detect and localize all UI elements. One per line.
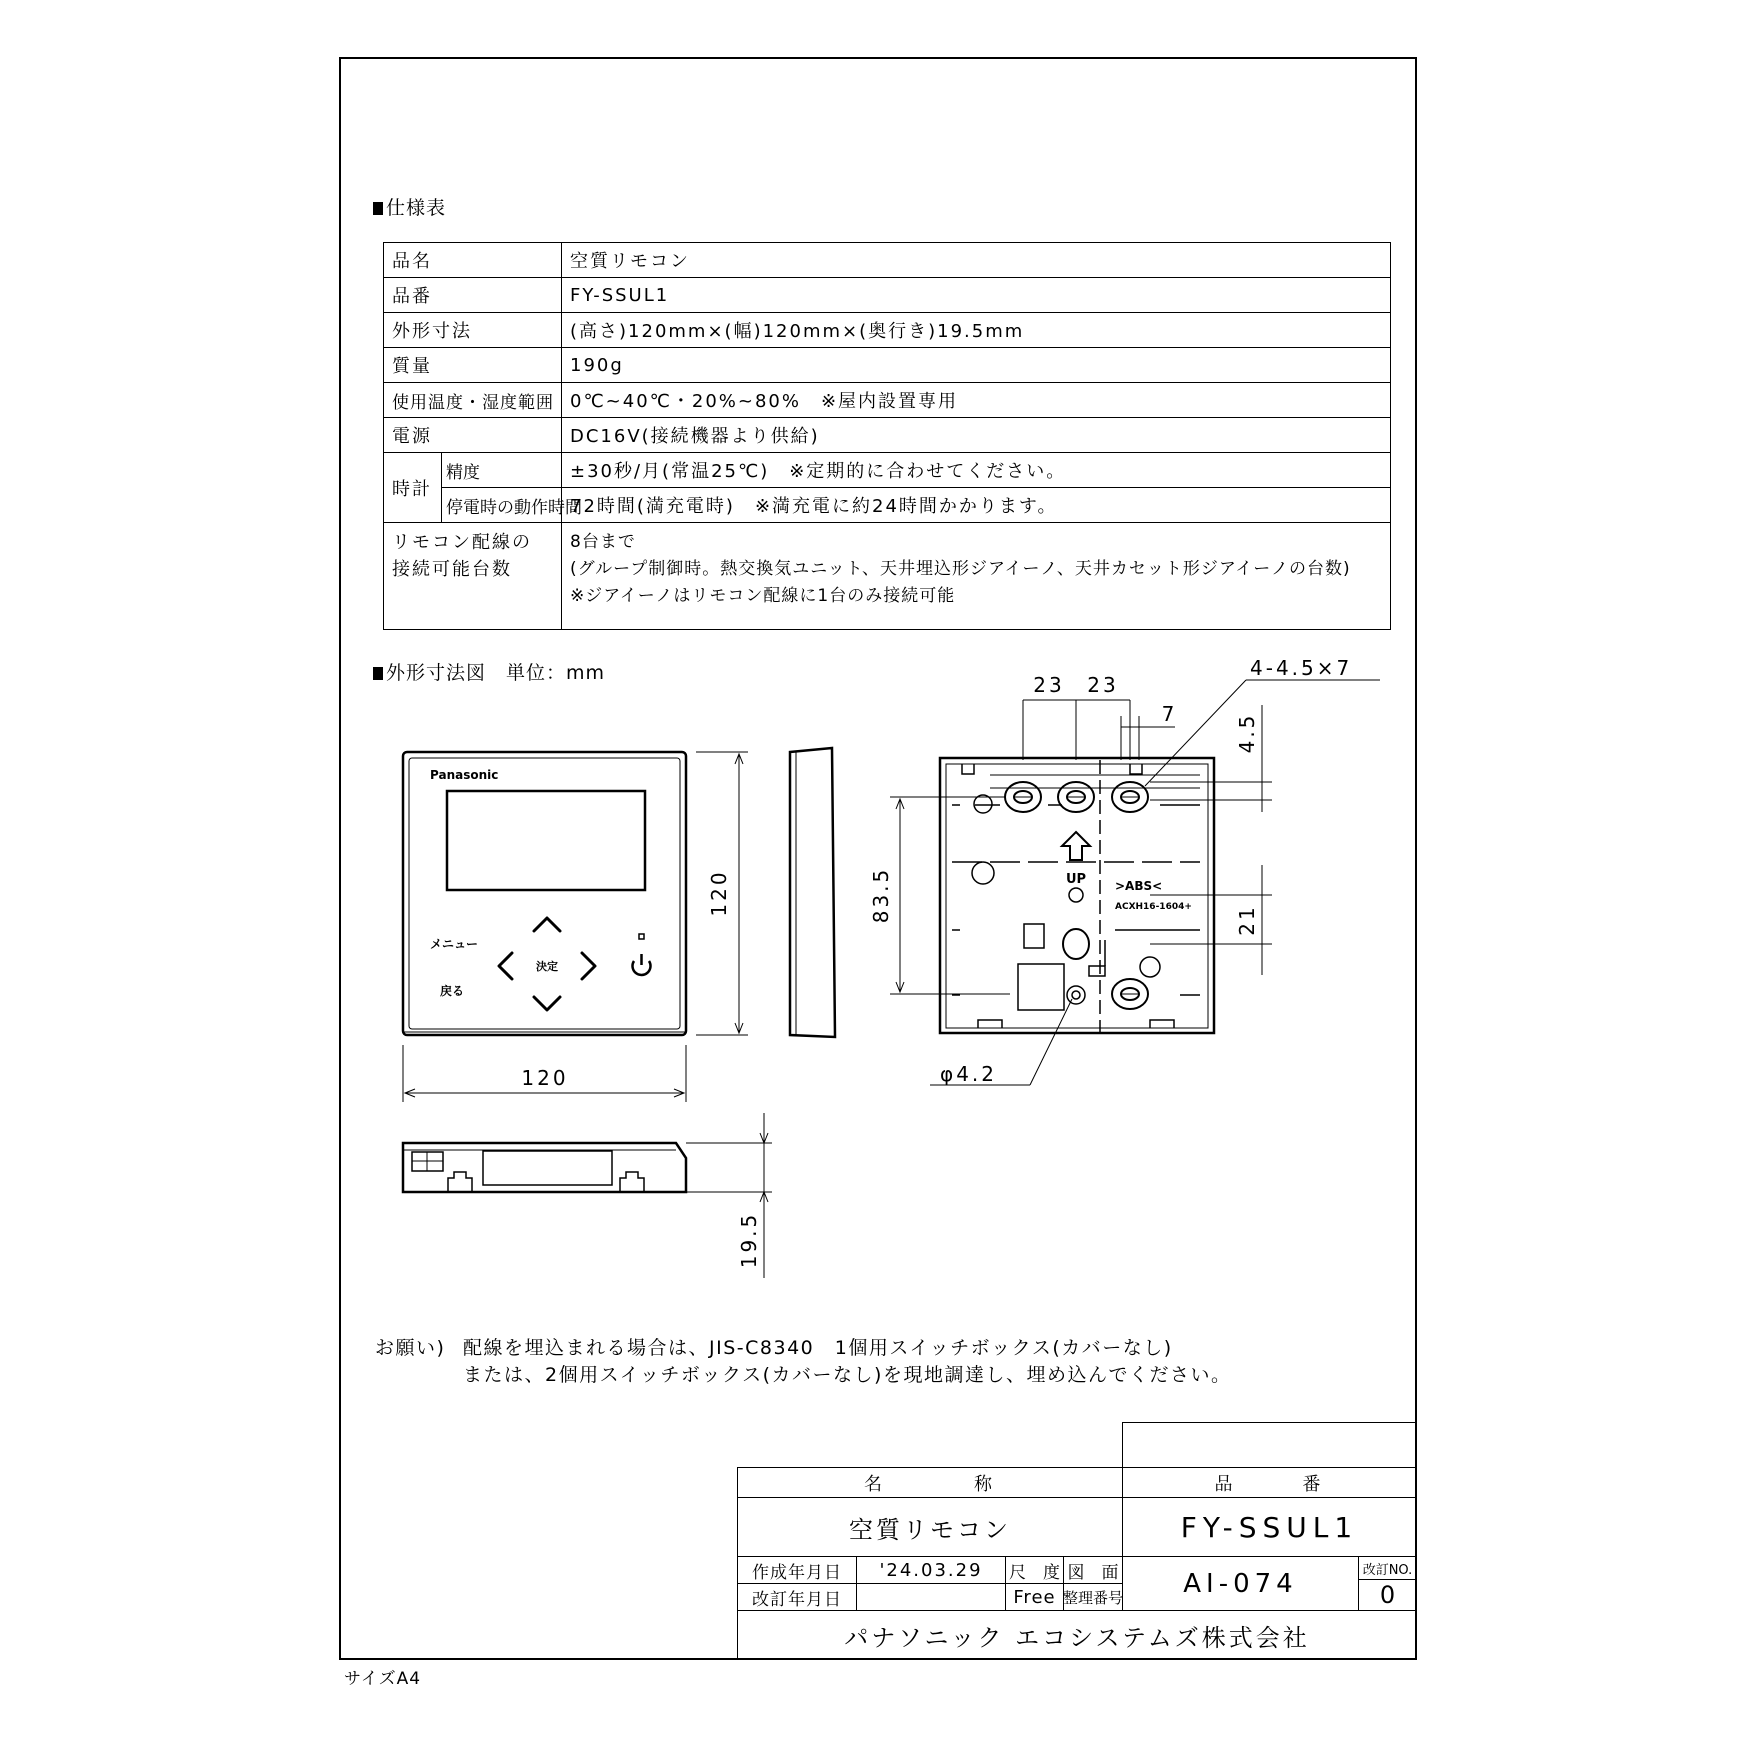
note-prefix: お願い) bbox=[375, 1337, 446, 1359]
up-arrow-icon bbox=[534, 918, 560, 931]
mounting-hole bbox=[1058, 782, 1094, 812]
dim-23-left: 23 bbox=[1033, 673, 1065, 697]
scale-label: 尺 度 bbox=[1005, 1556, 1064, 1584]
number-value: FY-SSUL1 bbox=[1122, 1497, 1417, 1557]
back-view bbox=[869, 656, 1380, 1086]
created-label: 作成年月日 bbox=[737, 1556, 857, 1584]
spec-value: (高さ)120mm×(幅)120mm×(奥行き)19.5mm bbox=[562, 313, 1391, 348]
drawing-no-value: AI-074 bbox=[1122, 1556, 1359, 1611]
spec-label: 使用温度・湿度範囲 bbox=[384, 383, 562, 418]
lcd-screen bbox=[447, 791, 645, 890]
note-line1: 配線を埋込まれる場合は、JIS-C8340 1個用スイッチボックス(カバーなし) bbox=[463, 1337, 1173, 1359]
dim-depth: 19.5 bbox=[737, 1211, 761, 1269]
spec-label: 電源 bbox=[384, 418, 562, 453]
connection-label: リモコン配線の 接続可能台数 bbox=[384, 523, 562, 630]
title-block-top-cell bbox=[1122, 1422, 1417, 1470]
title-block bbox=[737, 1467, 1417, 1660]
down-arrow-icon bbox=[534, 997, 560, 1010]
left-arrow-icon bbox=[499, 953, 512, 979]
page-size-label: サイズA4 bbox=[344, 1669, 422, 1689]
power-icon bbox=[633, 954, 651, 975]
spec-value: 190g bbox=[562, 348, 1391, 383]
dim-23-right: 23 bbox=[1087, 673, 1119, 697]
right-arrow-icon bbox=[582, 953, 595, 979]
mounting-hole bbox=[1112, 782, 1148, 812]
back-label: 戻る bbox=[440, 984, 465, 998]
spec-value: 0℃~40℃・20%~80% ※屋内設置専用 bbox=[562, 383, 1391, 418]
brand-logo: Panasonic bbox=[430, 768, 499, 782]
spec-value: FY-SSUL1 bbox=[562, 278, 1391, 313]
dim-21: 21 bbox=[1235, 904, 1259, 936]
mounting-hole bbox=[1005, 782, 1041, 812]
bottom-view bbox=[403, 1113, 772, 1278]
clock-accuracy-value: ±30秒/月(常温25℃) ※定期的に合わせてください。 bbox=[562, 453, 1391, 488]
spec-label: 品名 bbox=[384, 243, 562, 278]
company-name: パナソニック エコシステムズ株式会社 bbox=[737, 1610, 1417, 1660]
revision-value: 0 bbox=[1358, 1579, 1417, 1611]
menu-label: メニュー bbox=[430, 937, 479, 951]
spec-label: 質量 bbox=[384, 348, 562, 383]
part-code: ACXH16-1604+ bbox=[1115, 902, 1192, 912]
mounting-hole bbox=[1112, 979, 1148, 1009]
drawing-heading: 外形寸法図 単位：mm bbox=[373, 658, 605, 685]
dim-hole-spec: 4-4.5×7 bbox=[1250, 656, 1353, 680]
scale-value: Free bbox=[1005, 1583, 1064, 1611]
clock-backup-value: 72時間(満充電時) ※満充電に約24時間かかります。 bbox=[562, 488, 1391, 523]
abs-label: >ABS< bbox=[1115, 879, 1163, 893]
drawing-no-label-2: 整理番号 bbox=[1063, 1583, 1123, 1611]
spec-label: 品番 bbox=[384, 278, 562, 313]
dim-83-5: 83.5 bbox=[869, 866, 893, 924]
dim-front-width: 120 bbox=[521, 1066, 569, 1090]
name-value: 空質リモコン bbox=[737, 1497, 1123, 1557]
up-arrow-icon bbox=[1062, 832, 1090, 860]
drawing-no-label: 図 面 bbox=[1063, 1556, 1123, 1584]
front-view bbox=[403, 752, 748, 1102]
spec-value: DC16V(接続機器より供給) bbox=[562, 418, 1391, 453]
side-view bbox=[790, 748, 835, 1037]
ok-label: 決定 bbox=[536, 960, 558, 973]
clock-backup-label: 停電時の動作時間 bbox=[442, 488, 562, 523]
spec-value: 空質リモコン bbox=[562, 243, 1391, 278]
connection-value: 8台まで (グループ制御時。熱交換気ユニット、天井埋込形ジアイーノ、天井カセット形ジアイーノの台数) ※ジアイーノはリモコン配線に1台のみ接続可能 bbox=[562, 523, 1391, 630]
dim-phi: φ4.2 bbox=[940, 1062, 997, 1086]
clock-accuracy-label: 精度 bbox=[442, 453, 562, 488]
up-label: UP bbox=[1065, 872, 1087, 887]
number-header: 品 番 bbox=[1122, 1467, 1417, 1498]
dim-4-5: 4.5 bbox=[1235, 712, 1259, 754]
status-led bbox=[639, 934, 644, 939]
note-line2: または、2個用スイッチボックス(カバーなし)を現地調達し、埋め込んでください。 bbox=[463, 1364, 1232, 1386]
revised-value bbox=[856, 1583, 1006, 1611]
spec-heading: 仕様表 bbox=[373, 193, 446, 220]
created-value: '24.03.29 bbox=[856, 1556, 1006, 1584]
clock-label: 時計 bbox=[384, 453, 442, 523]
revised-label: 改訂年月日 bbox=[737, 1583, 857, 1611]
spec-label: 外形寸法 bbox=[384, 313, 562, 348]
name-header: 名 称 bbox=[737, 1467, 1123, 1498]
revision-label: 改訂NO. bbox=[1358, 1556, 1417, 1580]
dim-front-height: 120 bbox=[707, 869, 731, 917]
dim-7: 7 bbox=[1161, 702, 1175, 726]
